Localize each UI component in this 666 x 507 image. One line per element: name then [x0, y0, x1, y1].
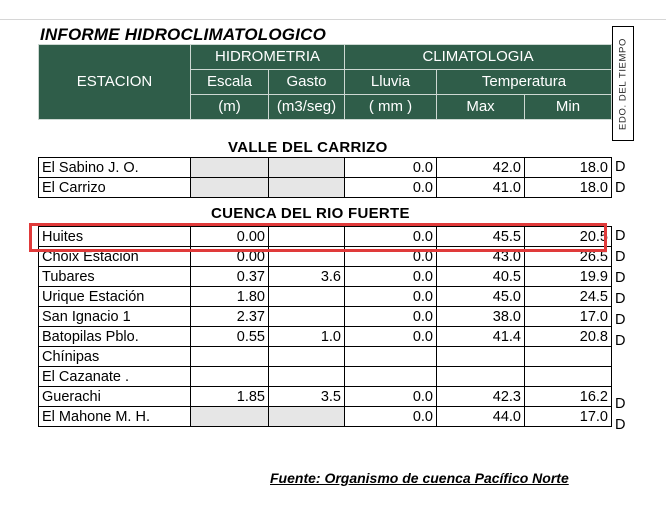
- header-gasto: Gasto: [269, 70, 345, 95]
- table-row: [39, 227, 612, 247]
- cell-max: 40.5: [437, 267, 525, 287]
- header-escala: Escala: [191, 70, 269, 95]
- table-header: [38, 44, 612, 120]
- cell-min: 20.8: [525, 327, 612, 347]
- cell-gasto: [269, 367, 345, 387]
- header-min: Min: [525, 95, 612, 120]
- cell-gasto: [269, 227, 345, 247]
- table-row: [39, 267, 612, 287]
- section-title: CUENCA DEL RIO FUERTE: [211, 205, 410, 222]
- cell-gasto: [269, 247, 345, 267]
- cell-min: 17.0: [525, 407, 612, 427]
- cell-station: Tubares: [39, 267, 191, 287]
- cell-escala: [191, 178, 269, 198]
- cell-lluvia: 0.0: [345, 247, 437, 267]
- cell-escala: 0.00: [191, 247, 269, 267]
- cell-gasto: 3.6: [269, 267, 345, 287]
- cell-min: [525, 347, 612, 367]
- header-climatologia: CLIMATOLOGIA: [345, 45, 612, 70]
- cell-station: Guerachi: [39, 387, 191, 407]
- weather-state-value: D: [615, 270, 626, 286]
- header-escala-unit: (m): [191, 95, 269, 120]
- station-table: [38, 226, 612, 427]
- cell-station: El Cazanate .: [39, 367, 191, 387]
- weather-state-label: EDO. DEL TIEMPO: [617, 37, 629, 130]
- weather-state-value: D: [615, 396, 626, 412]
- cell-escala: 0.37: [191, 267, 269, 287]
- cell-lluvia: 0.0: [345, 387, 437, 407]
- cell-escala: [191, 158, 269, 178]
- cell-lluvia: 0.0: [345, 267, 437, 287]
- cell-max: 45.0: [437, 287, 525, 307]
- station-table: [38, 157, 612, 198]
- table-row: [39, 247, 612, 267]
- weather-state-value: D: [615, 291, 626, 307]
- cell-lluvia: 0.0: [345, 407, 437, 427]
- weather-state-value: D: [615, 249, 626, 265]
- header-hidrometria: HIDROMETRIA: [191, 45, 345, 70]
- cell-min: 26.5: [525, 247, 612, 267]
- cell-min: 18.0: [525, 178, 612, 198]
- top-divider: [0, 19, 666, 20]
- weather-state-value: D: [615, 333, 626, 349]
- table-row: [39, 158, 612, 178]
- cell-escala: [191, 407, 269, 427]
- table-row: [39, 347, 612, 367]
- weather-state-value: D: [615, 159, 626, 175]
- cell-gasto: [269, 407, 345, 427]
- cell-max: 41.4: [437, 327, 525, 347]
- cell-escala: [191, 347, 269, 367]
- table-row: [39, 367, 612, 387]
- cell-min: 18.0: [525, 158, 612, 178]
- header-lluvia: Lluvia: [345, 70, 437, 95]
- section-title: VALLE DEL CARRIZO: [228, 139, 388, 156]
- weather-state-header: [612, 26, 634, 141]
- cell-escala: 0.00: [191, 227, 269, 247]
- cell-escala: 1.85: [191, 387, 269, 407]
- cell-station: El Mahone M. H.: [39, 407, 191, 427]
- cell-max: 42.0: [437, 158, 525, 178]
- report-title: INFORME HIDROCLIMATOLOGICO: [40, 25, 326, 44]
- table-row: [39, 387, 612, 407]
- cell-max: 42.3: [437, 387, 525, 407]
- cell-lluvia: 0.0: [345, 227, 437, 247]
- cell-gasto: [269, 347, 345, 367]
- cell-lluvia: [345, 367, 437, 387]
- header-max: Max: [437, 95, 525, 120]
- cell-lluvia: 0.0: [345, 287, 437, 307]
- cell-lluvia: [345, 347, 437, 367]
- cell-max: [437, 367, 525, 387]
- header-temperatura: Temperatura: [437, 70, 612, 95]
- cell-max: 38.0: [437, 307, 525, 327]
- cell-min: 19.9: [525, 267, 612, 287]
- cell-station: Choix Estación: [39, 247, 191, 267]
- header-lluvia-unit: ( mm ): [345, 95, 437, 120]
- weather-state-value: D: [615, 417, 626, 433]
- cell-escala: 1.80: [191, 287, 269, 307]
- cell-max: 44.0: [437, 407, 525, 427]
- cell-min: 20.5: [525, 227, 612, 247]
- cell-lluvia: 0.0: [345, 307, 437, 327]
- cell-gasto: [269, 287, 345, 307]
- header-gasto-unit: (m3/seg): [269, 95, 345, 120]
- table-row: [39, 327, 612, 347]
- weather-state-value: D: [615, 180, 626, 196]
- table-row: [39, 287, 612, 307]
- cell-max: 45.5: [437, 227, 525, 247]
- header-estacion: ESTACION: [39, 45, 191, 120]
- cell-escala: 2.37: [191, 307, 269, 327]
- table-row: [39, 307, 612, 327]
- cell-escala: [191, 367, 269, 387]
- weather-state-value: D: [615, 312, 626, 328]
- cell-min: [525, 367, 612, 387]
- cell-station: Huites: [39, 227, 191, 247]
- cell-station: Chínipas: [39, 347, 191, 367]
- cell-gasto: [269, 158, 345, 178]
- cell-max: [437, 347, 525, 367]
- cell-min: 17.0: [525, 307, 612, 327]
- cell-lluvia: 0.0: [345, 178, 437, 198]
- cell-gasto: 1.0: [269, 327, 345, 347]
- table-row: [39, 178, 612, 198]
- cell-station: El Carrizo: [39, 178, 191, 198]
- cell-max: 43.0: [437, 247, 525, 267]
- table-row: [39, 407, 612, 427]
- cell-station: Batopilas Pblo.: [39, 327, 191, 347]
- weather-state-value: D: [615, 228, 626, 244]
- cell-station: El Sabino J. O.: [39, 158, 191, 178]
- cell-gasto: [269, 307, 345, 327]
- source-note: Fuente: Organismo de cuenca Pacífico Norte: [270, 470, 569, 486]
- cell-gasto: 3.5: [269, 387, 345, 407]
- cell-min: 16.2: [525, 387, 612, 407]
- cell-station: Urique Estación: [39, 287, 191, 307]
- cell-lluvia: 0.0: [345, 158, 437, 178]
- cell-lluvia: 0.0: [345, 327, 437, 347]
- cell-escala: 0.55: [191, 327, 269, 347]
- cell-max: 41.0: [437, 178, 525, 198]
- cell-min: 24.5: [525, 287, 612, 307]
- cell-gasto: [269, 178, 345, 198]
- cell-station: San Ignacio 1: [39, 307, 191, 327]
